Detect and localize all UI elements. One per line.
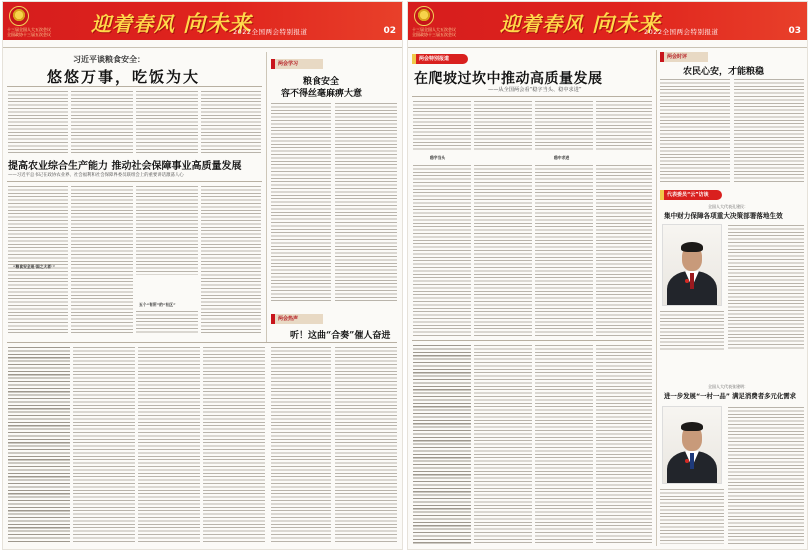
article-column [73, 346, 135, 544]
article-column [71, 90, 133, 154]
conference-title: 2022全国两会特别报道 [644, 28, 719, 36]
masthead-sub-line: 全国政协十三届五次会议 [7, 32, 51, 37]
article-column [474, 164, 532, 336]
article-column [138, 346, 200, 544]
masthead-slogan [91, 7, 252, 38]
masthead [3, 2, 402, 40]
slogan-part-b: 向未来 [591, 11, 661, 37]
dateline-rule [3, 40, 402, 48]
story-kicker: 习近平谈粮食安全： [73, 55, 145, 64]
article-column [596, 344, 652, 544]
main-subline: ——习近平总书记在政协农业界、社会福利和社会保障界委员联组会上的重要讲话激荡人心 [8, 173, 184, 178]
masthead-sub-line: 全国政协十三届五次会议 [412, 32, 456, 37]
slogan-part-a: 迎着春风 [500, 12, 584, 36]
national-emblem-icon [414, 6, 434, 26]
delegate-intro: 全国人大代表孔建民： [708, 204, 748, 209]
article-column [413, 164, 471, 336]
delegate-photo [662, 224, 722, 306]
article-column [335, 346, 397, 544]
delegate-photo [662, 406, 722, 484]
article-column [535, 344, 593, 544]
right-subline: ——从全国两会看“稳字当头、稳中求进” [488, 87, 582, 93]
column-head: 稳字当头 [430, 155, 446, 160]
section-tag: 两会特别报道 [412, 54, 468, 64]
section-tag: 两会时评 [660, 52, 708, 62]
masthead [408, 2, 807, 40]
masthead-subtitle [7, 27, 51, 37]
divider [7, 86, 262, 87]
article-column [136, 310, 198, 335]
article-column [596, 100, 652, 152]
article-column [413, 344, 471, 544]
article-column [660, 310, 724, 350]
inline-subhead: “粮食安全是‘国之大者’” [13, 264, 56, 269]
commentary-title: 容不得丝毫麻痹大意 [281, 89, 363, 99]
divider [7, 181, 262, 182]
article-column [474, 344, 532, 544]
dateline-rule [408, 40, 807, 48]
article-column [335, 102, 397, 302]
article-column [8, 185, 68, 335]
masthead-sub-line: 十三届全国人大五次会议 [7, 27, 51, 32]
article-column [728, 224, 804, 350]
section-tag: 两会热声 [271, 314, 323, 324]
section-tag: 两会学习 [271, 59, 323, 69]
article-column [596, 164, 652, 336]
slogan-part-a: 迎着春风 [91, 12, 175, 36]
national-emblem-icon [9, 6, 29, 26]
column-divider [266, 52, 267, 342]
article-column [201, 90, 261, 154]
right-headline: 在爬坡过坎中推动高质量发展 [414, 71, 603, 87]
column-divider [656, 50, 657, 546]
lower-headline: 听！这曲“合奏”催人奋进 [290, 331, 391, 341]
article-column [413, 100, 471, 152]
page-number: 03 [788, 26, 801, 36]
divider [412, 340, 652, 341]
article-column [535, 100, 593, 152]
article-column [203, 346, 265, 544]
delegate-intro: 全国人大代表张建明： [708, 384, 748, 389]
side-headline: 农民心安，才能粮稳 [683, 67, 765, 77]
page-number: 02 [383, 26, 396, 36]
divider [412, 96, 652, 97]
article-column [8, 90, 68, 154]
masthead-subtitle [412, 27, 456, 37]
delegate-headline: 集中财力保障各项重大决策部署落地生效 [664, 212, 783, 220]
article-column [8, 346, 70, 544]
article-column [271, 346, 331, 544]
article-column [660, 78, 730, 183]
column-head: 稳中求进 [554, 155, 570, 160]
slogan-part-b: 向未来 [182, 11, 252, 37]
article-column [271, 102, 331, 302]
conference-title: 2022全国两会特别报道 [233, 28, 308, 36]
main-headline: 提高农业综合生产能力 推动社会保障事业高质量发展 [8, 161, 242, 172]
article-column [136, 185, 198, 275]
masthead-sub-line: 十三届全国人大五次会议 [412, 27, 456, 32]
article-column [660, 488, 724, 544]
article-column [201, 185, 261, 335]
article-column [136, 90, 198, 154]
masthead-slogan [500, 7, 661, 38]
delegate-headline: 进一步发展“一村一品” 满足消费者多元化需求 [664, 392, 797, 400]
section-tag: 代表委员“云”访谈 [660, 190, 722, 200]
article-column [734, 78, 804, 183]
right-page [408, 2, 807, 549]
story-headline: 悠悠万事，吃饭为大 [47, 68, 201, 86]
article-column [71, 185, 133, 335]
article-column [474, 100, 532, 152]
inline-subhead: 五个“有所”的“社区” [139, 302, 176, 307]
left-page [3, 2, 402, 549]
commentary-title: 粮食安全 [303, 77, 340, 87]
article-column [728, 406, 804, 544]
article-column [535, 164, 593, 336]
divider [7, 342, 397, 343]
